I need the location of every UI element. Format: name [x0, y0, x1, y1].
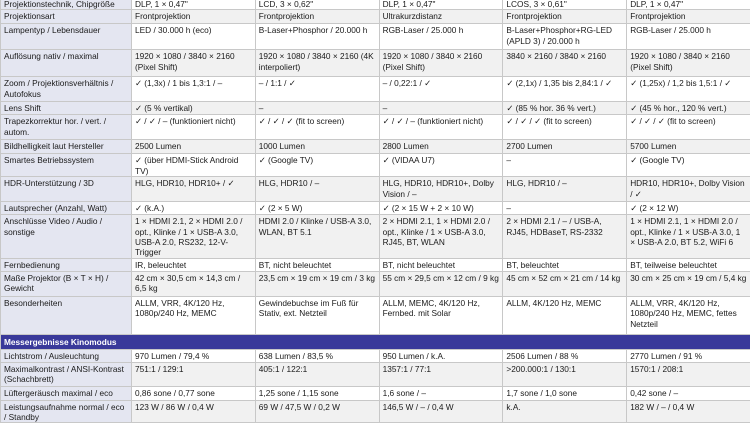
table-row: [1, 77, 750, 102]
cell-value: 30 cm × 25 cm × 19 cm / 5,4 kg: [627, 271, 750, 296]
table-row: [1, 271, 750, 296]
cell-value: 55 cm × 29,5 cm × 12 cm / 9 kg: [379, 271, 503, 296]
cell-value: HLG, HDR10 / –: [503, 177, 627, 202]
cell-value: ✓ (VIDAA U7): [379, 154, 503, 177]
cell-value: 950 Lumen / k.A.: [379, 350, 503, 362]
cell-value: 23,5 cm × 19 cm × 19 cm / 3 kg: [255, 271, 379, 296]
cell-value: ✓ (45 % hor., 120 % vert.): [627, 102, 750, 115]
cell-value: 0,42 sone / –: [627, 386, 750, 400]
cell-value: 751:1 / 129:1: [132, 362, 256, 386]
cell-value: ALLM, VRR, 4K/120 Hz, 1080p/240 Hz, MEMC: [132, 296, 256, 334]
row-label: Smartes Betriebssystem: [1, 154, 132, 177]
cell-value: HLG, HDR10, HDR10+ / ✓: [132, 177, 256, 202]
section-title: Messergebnisse Kinomodus: [1, 334, 750, 349]
cell-value: 146,5 W / – / 0,4 W: [379, 400, 503, 423]
row-label: HDR-Unterstützung / 3D: [1, 177, 132, 202]
cell-value: BT, nicht beleuchtet: [379, 258, 503, 271]
row-label: Lichtstrom / Ausleuchtung: [1, 350, 132, 362]
cell-value: –: [503, 202, 627, 215]
cell-value: HDR10, HDR10+, Dolby Vision / ✓: [627, 177, 750, 202]
table-row: [1, 215, 750, 259]
row-label: Besonderheiten: [1, 296, 132, 334]
cell-value: 2 × HDMI 2.1 / – / USB-A, RJ45, HDBaseT, RS-2332: [503, 215, 627, 259]
cell-value: ✓ / ✓ / ✓ (fit to screen): [503, 115, 627, 140]
row-label: Zoom / Projektionsverhältnis / Autofokus: [1, 77, 132, 102]
cell-value: 2506 Lumen / 88 %: [503, 350, 627, 362]
cell-value: HLG, HDR10 / –: [255, 177, 379, 202]
cell-value: 1920 × 1080 / 3840 × 2160 (Pixel Shift): [627, 50, 750, 77]
cell-value: DLP, 1 × 0,47": [132, 0, 256, 10]
row-label: Anschlüsse Video / Audio / sonstige: [1, 215, 132, 259]
cell-value: LCD, 3 × 0,62": [255, 0, 379, 10]
cell-value: 1920 × 1080 / 3840 × 2160 (4K interpoliert): [255, 50, 379, 77]
row-label: Lens Shift: [1, 102, 132, 115]
cell-value: 2770 Lumen / 91 %: [627, 350, 750, 362]
row-label: Maße Projektor (B × T × H) / Gewicht: [1, 271, 132, 296]
cell-value: 405:1 / 122:1: [255, 362, 379, 386]
cell-value: ✓ (1,3x) / 1 bis 1,3:1 / –: [132, 77, 256, 102]
cell-value: Frontprojektion: [627, 10, 750, 24]
table-row: [1, 154, 750, 177]
row-label: Leistungsaufnahme normal / eco / Standby: [1, 400, 132, 423]
cell-value: 1,6 sone / –: [379, 386, 503, 400]
cell-value: ✓ (85 % hor. 36 % vert.): [503, 102, 627, 115]
row-label: Projektionsart: [1, 10, 132, 24]
cell-value: 638 Lumen / 83,5 %: [255, 350, 379, 362]
cell-value: –: [503, 154, 627, 177]
cell-value: 1920 × 1080 / 3840 × 2160 (Pixel Shift): [132, 50, 256, 77]
table-row: [1, 24, 750, 50]
row-label: Projektionstechnik, Chipgröße: [1, 0, 132, 10]
cell-value: ✓ (über HDMI-Stick Android TV): [132, 154, 256, 177]
table-row: [1, 296, 750, 334]
cell-value: 1,7 sone / 1,0 sone: [503, 386, 627, 400]
table-row: [1, 400, 750, 423]
table-row: [1, 102, 750, 115]
cell-value: 182 W / – / 0,4 W: [627, 400, 750, 423]
row-label: Maximalkontrast / ANSI-Kontrast (Schachbrett): [1, 362, 132, 386]
cell-value: ALLM, MEMC, 4K/120 Hz, Fernbed. mit Solar: [379, 296, 503, 334]
cell-value: BT, beleuchtet: [503, 258, 627, 271]
cell-value: ✓ / ✓ / – (funktioniert nicht): [132, 115, 256, 140]
cell-value: ✓ / ✓ / – (funktioniert nicht): [379, 115, 503, 140]
cell-value: DLP, 1 × 0,47": [379, 0, 503, 10]
table-row: [1, 115, 750, 140]
table-row: [1, 350, 750, 362]
cell-value: 2800 Lumen: [379, 140, 503, 154]
cell-value: ✓ / ✓ / ✓ (fit to screen): [627, 115, 750, 140]
row-label: Lüftergeräusch maximal / eco: [1, 386, 132, 400]
table-row: [1, 0, 750, 10]
cell-value: Frontprojektion: [132, 10, 256, 24]
row-label: Bildhelligkeit laut Hersteller: [1, 140, 132, 154]
section-header-row: [1, 334, 750, 349]
cell-value: 1357:1 / 77:1: [379, 362, 503, 386]
row-label: Auflösung nativ / maximal: [1, 50, 132, 77]
cell-value: ✓ (k.A.): [132, 202, 256, 215]
table-row: [1, 50, 750, 77]
cell-value: 45 cm × 52 cm × 21 cm / 14 kg: [503, 271, 627, 296]
cell-value: ✓ (2 × 5 W): [255, 202, 379, 215]
cell-value: ✓ (1,25x) / 1,2 bis 1,5:1 / ✓: [627, 77, 750, 102]
cell-value: – / 1:1 / ✓: [255, 77, 379, 102]
table-row: [1, 258, 750, 271]
row-label: Fernbedienung: [1, 258, 132, 271]
cell-value: –: [255, 102, 379, 115]
cell-value: DLP, 1 × 0,47": [627, 0, 750, 10]
cell-value: Gewindebuchse im Fuß für Stativ, ext. Netzteil: [255, 296, 379, 334]
cell-value: 1 × HDMI 2.1, 2 × HDMI 2.0 / opt., Klinke / 1 × USB-A 3.0, USB-A 2.0, RS232, 12-V-Trigger: [132, 215, 256, 259]
cell-value: Frontprojektion: [255, 10, 379, 24]
table-row: [1, 386, 750, 400]
cell-value: IR, beleuchtet: [132, 258, 256, 271]
table-row: [1, 362, 750, 386]
cell-value: –: [379, 102, 503, 115]
cell-value: ✓ (Google TV): [255, 154, 379, 177]
cell-value: 1000 Lumen: [255, 140, 379, 154]
cell-value: BT, nicht beleuchtet: [255, 258, 379, 271]
cell-value: 3840 × 2160 / 3840 × 2160: [503, 50, 627, 77]
cell-value: 1 × HDMI 2.1, 1 × HDMI 2.0 / opt., Klinke / 1 × USB-A 3.0, 1 × USB-A 2.0, BT 5.2, WiFi 6: [627, 215, 750, 259]
cell-value: B-Laser+Phosphor+RG-LED (APLD 3) / 20.000 h: [503, 24, 627, 50]
cell-value: Frontprojektion: [503, 10, 627, 24]
cell-value: 5700 Lumen: [627, 140, 750, 154]
row-label: Lampentyp / Lebensdauer: [1, 24, 132, 50]
cell-value: RGB-Laser / 25.000 h: [379, 24, 503, 50]
cell-value: >200.000:1 / 130:1: [503, 362, 627, 386]
cell-value: 1920 × 1080 / 3840 × 2160 (Pixel Shift): [379, 50, 503, 77]
cell-value: ALLM, 4K/120 Hz, MEMC: [503, 296, 627, 334]
cell-value: 1570:1 / 208:1: [627, 362, 750, 386]
cell-value: 970 Lumen / 79,4 %: [132, 350, 256, 362]
table-row: [1, 140, 750, 154]
table-row: [1, 202, 750, 215]
cell-value: ✓ (2 × 15 W + 2 × 10 W): [379, 202, 503, 215]
cell-value: 123 W / 86 W / 0,4 W: [132, 400, 256, 423]
cell-value: – / 0,22:1 / ✓: [379, 77, 503, 102]
cell-value: RGB-Laser / 25.000 h: [627, 24, 750, 50]
spec-table-body: [1, 0, 750, 423]
cell-value: BT, teilweise beleuchtet: [627, 258, 750, 271]
row-label: Lautsprecher (Anzahl, Watt): [1, 202, 132, 215]
cell-value: ✓ (Google TV): [627, 154, 750, 177]
cell-value: Ultrakurzdistanz: [379, 10, 503, 24]
cell-value: B-Laser+Phosphor / 20.000 h: [255, 24, 379, 50]
cell-value: 2500 Lumen: [132, 140, 256, 154]
cell-value: HLG, HDR10, HDR10+, Dolby Vision / –: [379, 177, 503, 202]
cell-value: ✓ (2 × 12 W): [627, 202, 750, 215]
cell-value: ✓ (2,1x) / 1,35 bis 2,84:1 / ✓: [503, 77, 627, 102]
cell-value: HDMI 2.0 / Klinke / USB-A 3.0, WLAN, BT 5.1: [255, 215, 379, 259]
row-label: Trapezkorrektur hor. / vert. / autom.: [1, 115, 132, 140]
cell-value: ✓ / ✓ / ✓ (fit to screen): [255, 115, 379, 140]
table-row: [1, 10, 750, 24]
cell-value: ALLM, VRR, 4K/120 Hz, 1080p/240 Hz, MEMC, fettes Netzteil: [627, 296, 750, 334]
table-row: [1, 177, 750, 202]
cell-value: ✓ (5 % vertikal): [132, 102, 256, 115]
cell-value: LCOS, 3 × 0,61": [503, 0, 627, 10]
cell-value: 2 × HDMI 2.1, 1 × HDMI 2.0 / opt., Klinke / 1 × USB-A 3.0, RJ45, BT, WLAN: [379, 215, 503, 259]
cell-value: 0,86 sone / 0,77 sone: [132, 386, 256, 400]
cell-value: 69 W / 47,5 W / 0,2 W: [255, 400, 379, 423]
cell-value: 1,25 sone / 1,15 sone: [255, 386, 379, 400]
cell-value: LED / 30.000 h (eco): [132, 24, 256, 50]
cell-value: k.A.: [503, 400, 627, 423]
cell-value: 2700 Lumen: [503, 140, 627, 154]
cell-value: 42 cm × 30,5 cm × 14,3 cm / 6,5 kg: [132, 271, 256, 296]
